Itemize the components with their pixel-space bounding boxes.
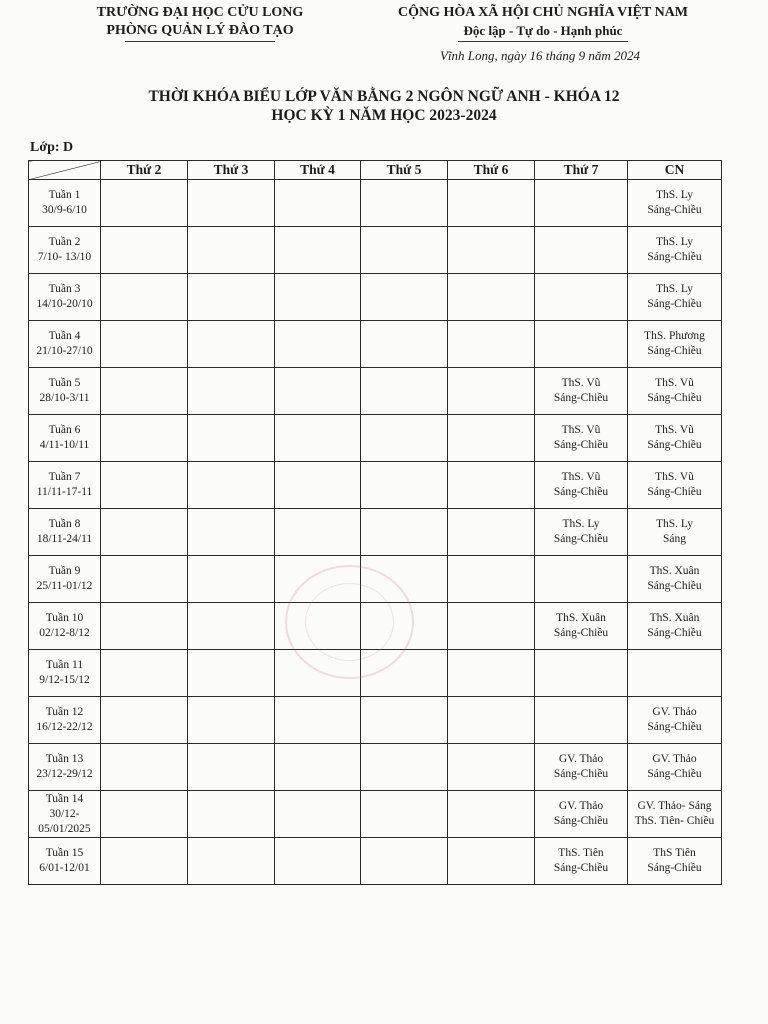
table-row bbox=[29, 603, 722, 650]
empty-day-cell bbox=[275, 274, 361, 321]
empty-day-cell bbox=[448, 274, 535, 321]
empty-day-cell bbox=[275, 415, 361, 462]
session-time: Sáng-Chiều bbox=[553, 533, 609, 545]
session-time: Sáng-Chiều bbox=[553, 486, 609, 498]
lecturer-name: ThS. Ly bbox=[655, 236, 694, 248]
lecturer-name: GV. Thảo bbox=[652, 753, 697, 765]
empty-day-cell bbox=[361, 791, 448, 838]
sunday-cell bbox=[628, 415, 722, 462]
week-label: Tuần 8 bbox=[48, 518, 81, 530]
empty-day-cell bbox=[448, 697, 535, 744]
session-time: Sáng-Chiều bbox=[647, 345, 702, 357]
col-header-mon: Thứ 2 bbox=[101, 161, 188, 180]
empty-day-cell bbox=[448, 556, 535, 603]
week-label: Tuần 12 bbox=[45, 706, 84, 718]
sunday-cell bbox=[628, 556, 722, 603]
empty-day-cell bbox=[188, 697, 275, 744]
table-row bbox=[29, 274, 722, 321]
lecturer-name: ThS. Ly bbox=[655, 283, 694, 295]
school-header bbox=[70, 4, 330, 42]
lecturer-name: GV. Thảo bbox=[652, 706, 697, 718]
lecturer-name: ThS Tiên bbox=[653, 847, 696, 859]
saturday-cell bbox=[535, 556, 628, 603]
empty-day-cell bbox=[361, 556, 448, 603]
session-time: Sáng-Chiều bbox=[647, 392, 702, 404]
empty-day-cell bbox=[275, 368, 361, 415]
session-time: Sáng-Chiều bbox=[647, 862, 702, 874]
empty-day-cell bbox=[448, 744, 535, 791]
week-label: Tuần 13 bbox=[45, 753, 84, 765]
empty-day-cell bbox=[275, 556, 361, 603]
empty-day-cell bbox=[101, 180, 188, 227]
empty-day-cell bbox=[101, 368, 188, 415]
saturday-cell bbox=[535, 274, 628, 321]
empty-day-cell bbox=[188, 650, 275, 697]
session-time: Sáng-Chiều bbox=[647, 298, 702, 310]
week-label: Tuần 2 bbox=[48, 236, 81, 248]
empty-day-cell bbox=[101, 556, 188, 603]
week-dates: 9/12-15/12 bbox=[39, 674, 90, 686]
lecturer-name: ThS. Vũ bbox=[561, 377, 601, 389]
sunday-cell bbox=[628, 509, 722, 556]
sunday-cell bbox=[628, 274, 722, 321]
empty-day-cell bbox=[188, 180, 275, 227]
week-dates: 23/12-29/12 bbox=[36, 768, 93, 780]
session-time: Sáng bbox=[663, 533, 686, 545]
session-time: Sáng-Chiều bbox=[553, 815, 609, 827]
week-label: Tuần 7 bbox=[48, 471, 81, 483]
lecturer-name: ThS. Ly bbox=[655, 518, 694, 530]
saturday-cell bbox=[535, 791, 628, 838]
lecturer-name: GV. Thảo bbox=[558, 800, 604, 812]
saturday-cell bbox=[535, 415, 628, 462]
empty-day-cell bbox=[361, 227, 448, 274]
empty-day-cell bbox=[101, 650, 188, 697]
empty-day-cell bbox=[188, 321, 275, 368]
national-header bbox=[378, 4, 708, 42]
session-time: Sáng-Chiều bbox=[647, 721, 702, 733]
week-dates: 6/01-12/01 bbox=[39, 862, 90, 874]
sunday-cell bbox=[628, 321, 722, 368]
empty-day-cell bbox=[448, 227, 535, 274]
week-dates: 02/12-8/12 bbox=[39, 627, 90, 639]
session-time: Sáng-Chiều bbox=[647, 580, 702, 592]
empty-day-cell bbox=[361, 274, 448, 321]
empty-day-cell bbox=[101, 274, 188, 321]
table-row bbox=[29, 744, 722, 791]
timetable bbox=[28, 160, 722, 885]
lecturer-name: ThS. Vũ bbox=[561, 471, 601, 483]
lecturer-name: ThS. Xuân bbox=[556, 612, 606, 624]
week-label: Tuần 5 bbox=[48, 377, 81, 389]
empty-day-cell bbox=[448, 321, 535, 368]
empty-day-cell bbox=[448, 650, 535, 697]
table-row bbox=[29, 838, 722, 885]
lecturer-name: ThS. Vũ bbox=[655, 471, 694, 483]
session-time: Sáng-Chiều bbox=[647, 204, 702, 216]
table-row bbox=[29, 556, 722, 603]
session-time: ThS. Tiên- Chiều bbox=[634, 815, 715, 827]
empty-day-cell bbox=[361, 650, 448, 697]
empty-day-cell bbox=[448, 368, 535, 415]
week-label: Tuần 11 bbox=[45, 659, 84, 671]
session-time: Sáng-Chiều bbox=[553, 392, 609, 404]
week-dates: 14/10-20/10 bbox=[36, 298, 93, 310]
sunday-cell bbox=[628, 180, 722, 227]
national-motto: Độc lập - Tự do - Hạnh phúc bbox=[463, 23, 623, 38]
table-row bbox=[29, 415, 722, 462]
week-dates: 28/10-3/11 bbox=[39, 392, 90, 404]
empty-day-cell bbox=[101, 227, 188, 274]
empty-day-cell bbox=[275, 650, 361, 697]
lecturer-name: ThS. Phương bbox=[644, 330, 705, 342]
col-header-thu: Thứ 5 bbox=[361, 161, 448, 180]
national-title: CỘNG HÒA XÃ HỘI CHỦ NGHĨA VIỆT NAM bbox=[397, 5, 688, 20]
empty-day-cell bbox=[188, 274, 275, 321]
empty-day-cell bbox=[188, 791, 275, 838]
empty-day-cell bbox=[361, 509, 448, 556]
empty-day-cell bbox=[101, 838, 188, 885]
table-row bbox=[29, 650, 722, 697]
lecturer-name: GV. Thảo bbox=[558, 753, 604, 765]
week-label: Tuần 1 bbox=[48, 189, 81, 201]
table-row bbox=[29, 368, 722, 415]
timetable-header-row bbox=[29, 161, 722, 180]
lecturer-name: ThS. Xuân bbox=[649, 612, 700, 624]
session-time: Sáng-Chiều bbox=[647, 486, 702, 498]
empty-day-cell bbox=[101, 321, 188, 368]
col-header-sat: Thứ 7 bbox=[535, 161, 628, 180]
empty-day-cell bbox=[101, 603, 188, 650]
motto-underline bbox=[458, 41, 628, 42]
week-cell bbox=[29, 321, 101, 368]
document-subtitle: HỌC KỲ 1 NĂM HỌC 2023-2024 bbox=[271, 107, 497, 124]
empty-day-cell bbox=[275, 462, 361, 509]
empty-day-cell bbox=[361, 180, 448, 227]
week-cell bbox=[29, 744, 101, 791]
timetable-body bbox=[29, 180, 722, 885]
saturday-cell bbox=[535, 180, 628, 227]
saturday-cell bbox=[535, 744, 628, 791]
saturday-cell bbox=[535, 650, 628, 697]
empty-day-cell bbox=[101, 509, 188, 556]
week-cell bbox=[29, 509, 101, 556]
sunday-cell bbox=[628, 462, 722, 509]
saturday-cell bbox=[535, 227, 628, 274]
table-row bbox=[29, 227, 722, 274]
week-cell bbox=[29, 603, 101, 650]
empty-day-cell bbox=[101, 415, 188, 462]
empty-day-cell bbox=[275, 603, 361, 650]
week-dates: 30/9-6/10 bbox=[42, 204, 87, 216]
empty-day-cell bbox=[361, 321, 448, 368]
empty-day-cell bbox=[361, 697, 448, 744]
empty-day-cell bbox=[448, 838, 535, 885]
week-cell bbox=[29, 838, 101, 885]
empty-day-cell bbox=[275, 509, 361, 556]
table-row bbox=[29, 509, 722, 556]
saturday-cell bbox=[535, 697, 628, 744]
session-time: Sáng-Chiều bbox=[647, 251, 702, 263]
saturday-cell bbox=[535, 603, 628, 650]
empty-day-cell bbox=[188, 744, 275, 791]
week-label: Tuần 10 bbox=[45, 612, 84, 624]
week-dates: 16/12-22/12 bbox=[36, 721, 93, 733]
empty-day-cell bbox=[361, 744, 448, 791]
school-name: TRƯỜNG ĐẠI HỌC CỬU LONG bbox=[96, 5, 304, 20]
week-label: Tuần 15 bbox=[45, 847, 84, 859]
document-date: Vĩnh Long, ngày 16 tháng 9 năm 2024 bbox=[439, 48, 641, 63]
week-cell bbox=[29, 791, 101, 838]
sunday-cell bbox=[628, 368, 722, 415]
empty-day-cell bbox=[188, 415, 275, 462]
session-time: Sáng-Chiều bbox=[647, 627, 702, 639]
lecturer-name: ThS. Xuân bbox=[649, 565, 700, 577]
week-cell bbox=[29, 697, 101, 744]
saturday-cell bbox=[535, 321, 628, 368]
table-row bbox=[29, 180, 722, 227]
week-dates: 25/11-01/12 bbox=[36, 580, 93, 592]
empty-day-cell bbox=[275, 791, 361, 838]
empty-day-cell bbox=[448, 791, 535, 838]
lecturer-name: ThS. Tiên bbox=[558, 847, 604, 859]
week-cell bbox=[29, 274, 101, 321]
class-label: Lớp: D bbox=[30, 140, 74, 155]
week-cell bbox=[29, 415, 101, 462]
empty-day-cell bbox=[275, 744, 361, 791]
session-time: Sáng-Chiều bbox=[553, 439, 609, 451]
empty-day-cell bbox=[101, 462, 188, 509]
empty-day-cell bbox=[361, 368, 448, 415]
lecturer-name: ThS. Vũ bbox=[655, 377, 694, 389]
week-label: Tuần 9 bbox=[48, 565, 81, 577]
saturday-cell bbox=[535, 462, 628, 509]
lecturer-name: ThS. Ly bbox=[655, 189, 694, 201]
week-label: Tuần 6 bbox=[48, 424, 81, 436]
table-row bbox=[29, 697, 722, 744]
week-dates: 30/12- 05/01/2025 bbox=[38, 807, 91, 835]
sunday-cell bbox=[628, 227, 722, 274]
document-title: THỜI KHÓA BIỂU LỚP VĂN BẰNG 2 NGÔN NGỮ ANH - KHÓA 12 bbox=[148, 88, 620, 105]
saturday-cell bbox=[535, 838, 628, 885]
empty-day-cell bbox=[361, 415, 448, 462]
table-row bbox=[29, 462, 722, 509]
empty-day-cell bbox=[361, 462, 448, 509]
sunday-cell bbox=[628, 697, 722, 744]
sunday-cell bbox=[628, 791, 722, 838]
empty-day-cell bbox=[101, 744, 188, 791]
empty-day-cell bbox=[448, 415, 535, 462]
department-underline bbox=[125, 41, 275, 42]
col-header-fri: Thứ 6 bbox=[448, 161, 535, 180]
lecturer-name: ThS. Ly bbox=[562, 518, 600, 530]
session-time: Sáng-Chiều bbox=[553, 862, 609, 874]
empty-day-cell bbox=[188, 227, 275, 274]
week-dates: 7/10- 13/10 bbox=[37, 251, 92, 263]
saturday-cell bbox=[535, 368, 628, 415]
empty-day-cell bbox=[188, 509, 275, 556]
empty-day-cell bbox=[188, 368, 275, 415]
empty-day-cell bbox=[448, 462, 535, 509]
lecturer-name: ThS. Vũ bbox=[561, 424, 601, 436]
empty-day-cell bbox=[275, 180, 361, 227]
department-name: PHÒNG QUẢN LÝ ĐÀO TẠO bbox=[106, 23, 294, 38]
empty-day-cell bbox=[448, 603, 535, 650]
week-dates: 11/11-17-11 bbox=[36, 486, 93, 498]
col-header-sun: CN bbox=[628, 161, 722, 180]
sunday-cell bbox=[628, 603, 722, 650]
week-dates: 4/11-10/11 bbox=[39, 439, 90, 451]
sunday-cell bbox=[628, 744, 722, 791]
empty-day-cell bbox=[275, 321, 361, 368]
session-time: Sáng-Chiều bbox=[647, 439, 702, 451]
empty-day-cell bbox=[448, 180, 535, 227]
empty-day-cell bbox=[361, 603, 448, 650]
table-row bbox=[29, 321, 722, 368]
week-cell bbox=[29, 650, 101, 697]
week-cell bbox=[29, 180, 101, 227]
table-row bbox=[29, 791, 722, 838]
empty-day-cell bbox=[275, 697, 361, 744]
week-cell bbox=[29, 556, 101, 603]
lecturer-name: GV. Thảo- Sáng bbox=[637, 800, 712, 812]
week-label: Tuần 4 bbox=[48, 330, 81, 342]
week-cell bbox=[29, 227, 101, 274]
week-cell bbox=[29, 368, 101, 415]
empty-day-cell bbox=[448, 509, 535, 556]
empty-day-cell bbox=[188, 603, 275, 650]
session-time: Sáng-Chiều bbox=[553, 768, 609, 780]
saturday-cell bbox=[535, 509, 628, 556]
col-header-tue: Thứ 3 bbox=[188, 161, 275, 180]
week-dates: 18/11-24/11 bbox=[36, 533, 93, 545]
col-header-wed: Thứ 4 bbox=[275, 161, 361, 180]
week-label: Tuần 14 bbox=[45, 792, 84, 805]
empty-day-cell bbox=[101, 697, 188, 744]
empty-day-cell bbox=[275, 838, 361, 885]
empty-day-cell bbox=[101, 791, 188, 838]
sunday-cell bbox=[628, 838, 722, 885]
empty-day-cell bbox=[188, 462, 275, 509]
week-cell bbox=[29, 462, 101, 509]
lecturer-name: ThS. Vũ bbox=[655, 424, 694, 436]
week-label: Tuần 3 bbox=[48, 283, 81, 295]
empty-day-cell bbox=[361, 838, 448, 885]
session-time: Sáng-Chiều bbox=[553, 627, 609, 639]
empty-day-cell bbox=[275, 227, 361, 274]
week-dates: 21/10-27/10 bbox=[36, 345, 93, 357]
empty-day-cell bbox=[188, 556, 275, 603]
corner-cell bbox=[29, 161, 101, 180]
empty-day-cell bbox=[188, 838, 275, 885]
sunday-cell bbox=[628, 650, 722, 697]
session-time: Sáng-Chiều bbox=[647, 768, 702, 780]
